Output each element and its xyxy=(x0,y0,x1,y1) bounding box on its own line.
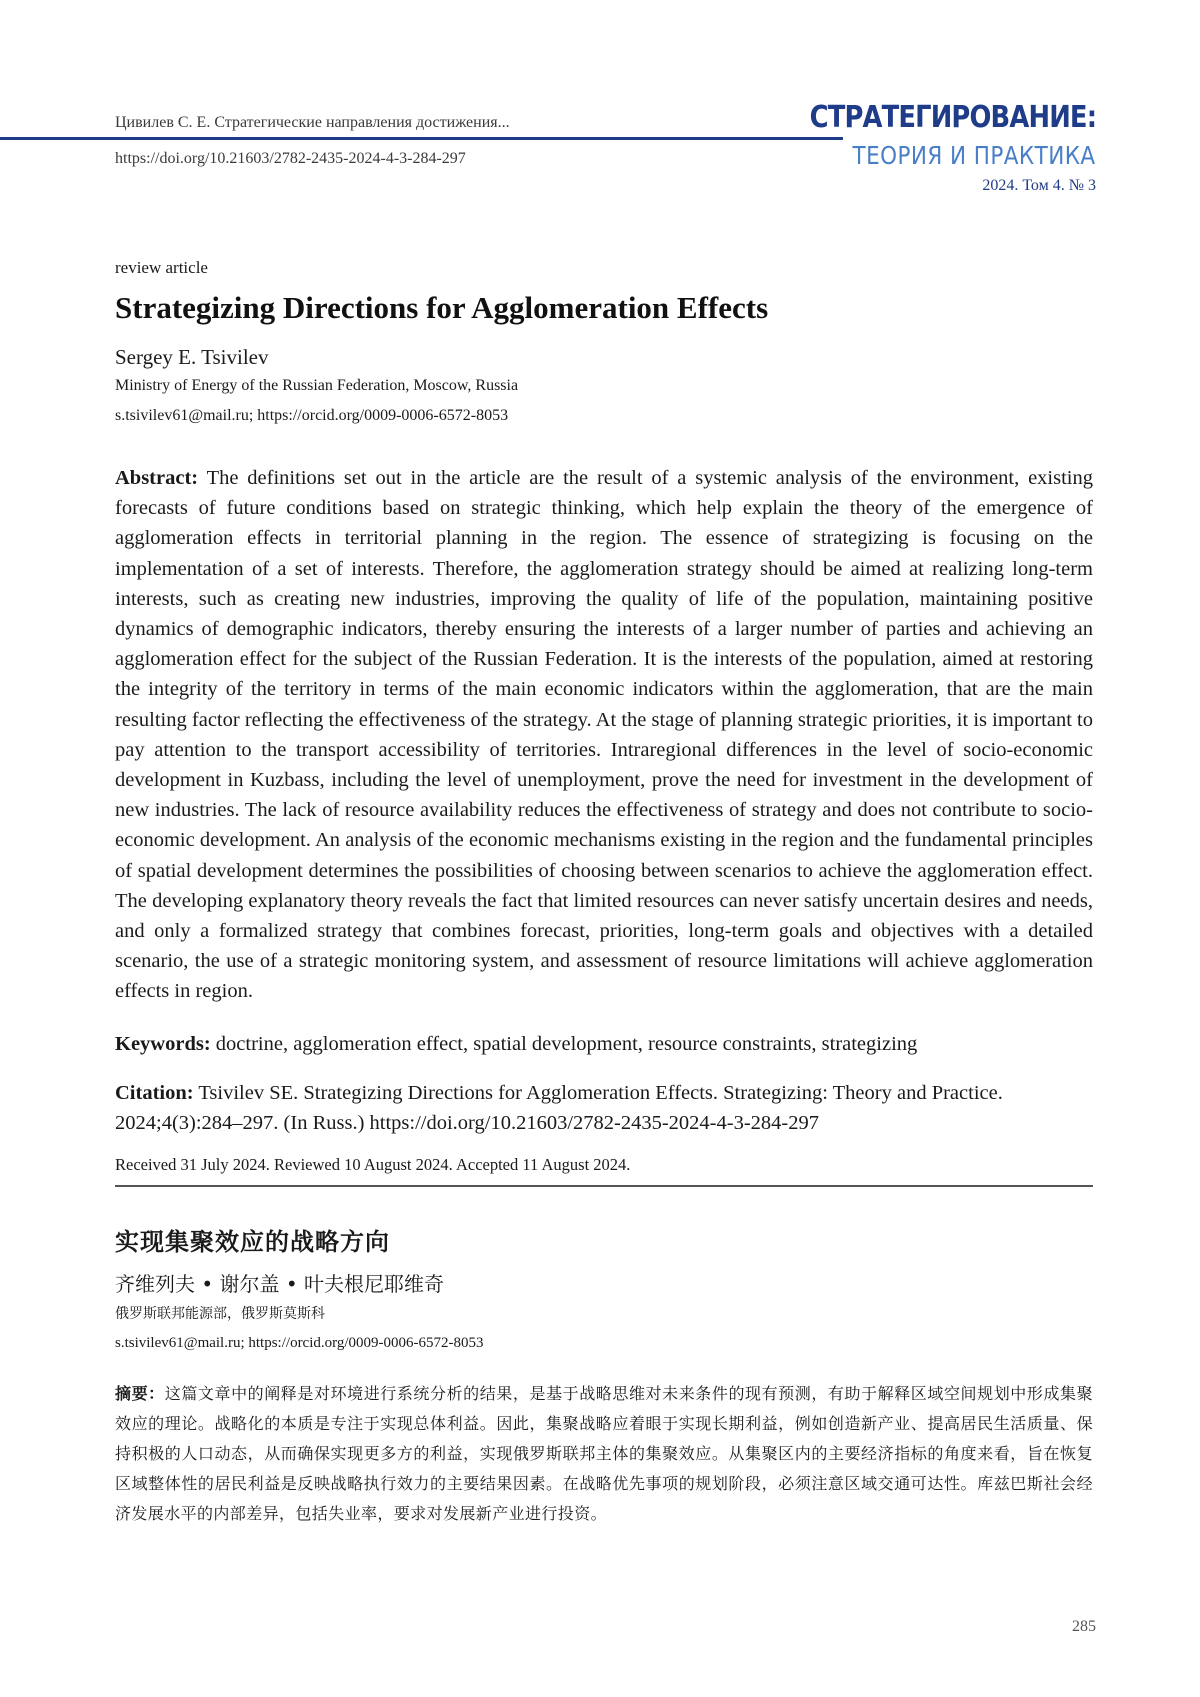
author-contact[interactable]: s.tsivilev61@mail.ru; https://orcid.org/0009-0006-6572-8053 xyxy=(115,407,508,425)
header-divider xyxy=(0,137,843,140)
article-title: Strategizing Directions for Agglomeration Effects xyxy=(115,290,768,326)
keywords-label: Keywords: xyxy=(115,1033,211,1055)
citation-text: Tsivilev SE. Strategizing Directions for Agglomeration Effects. Strategizing: Theory and Practice. 2024;4(3):284–297. (In Russ.) https://doi.org/10.21603/2782-2435-2024-4-3-284-297 xyxy=(115,1082,1003,1134)
author-affiliation: Ministry of Energy of the Russian Federation, Moscow, Russia xyxy=(115,377,518,395)
journal-name: СТРАТЕГИРОВАНИЕ: xyxy=(809,100,1096,135)
journal-issue: 2024. Том 4. № 3 xyxy=(982,177,1096,195)
author-name: Sergey E. Tsivilev xyxy=(115,345,269,370)
chinese-abstract-text: 这篇文章中的阐释是对环境进行系统分析的结果，是基于战略思维对未来条件的现有预测，有助于解释区域空间规划中形成集聚效应的理论。战略化的本质是专注于实现总体利益。因此，集聚战略应着眼于实现长期利益，例如创造新产业、提高居民生活质量、保持积极的人口动态，从而确保实现更多方的利益，实现俄罗斯联邦主体的集聚效应。从集聚区内的主要经济指标的角度来看，旨在恢复区域整体性的居民利益是反映战略执行效力的主要结果因素。在战略优先事项的规划阶段，必须注意区域交通可达性。库兹巴斯社会经济发展水平的内部差异，包括失业率，要求对发展新产业进行投资。 xyxy=(115,1384,1093,1523)
section-divider xyxy=(115,1185,1093,1187)
header-doi-link[interactable]: https://doi.org/10.21603/2782-2435-2024-4-3-284-297 xyxy=(115,150,466,168)
citation-label: Citation: xyxy=(115,1082,194,1104)
abstract xyxy=(115,463,1093,1007)
chinese-affiliation: 俄罗斯联邦能源部，俄罗斯莫斯科 xyxy=(115,1303,325,1323)
running-title: Цивилев С. Е. Стратегические направления достижения... xyxy=(115,114,510,132)
chinese-author: 齐维列夫 • 谢尔盖 • 叶夫根尼耶维奇 xyxy=(115,1268,444,1297)
citation xyxy=(115,1078,1093,1138)
keywords xyxy=(115,1033,1093,1056)
abstract-label: Abstract: xyxy=(115,467,198,489)
page-number: 285 xyxy=(1072,1618,1096,1636)
article-dates: Received 31 July 2024. Reviewed 10 August 2024. Accepted 11 August 2024. xyxy=(115,1155,630,1175)
chinese-abstract-label: 摘要： xyxy=(115,1384,165,1403)
article-type: review article xyxy=(115,258,208,278)
chinese-contact[interactable]: s.tsivilev61@mail.ru; https://orcid.org/0009-0006-6572-8053 xyxy=(115,1335,484,1352)
abstract-text: The definitions set out in the article are the result of a systemic analysis of the environment, existing forecasts of future conditions based on strategic thinking, which help explain the theory of the emergence of agglomeration effects in territorial planning in the region. The essence of strategizing is focusing on the implementation of a set of interests. Therefore, the agglomeration strategy should be aimed at realizing long-term interests, such as creating new industries, improving the quality of life of the population, maintaining positive dynamics of demographic indicators, thereby ensuring the interests of a larger number of parties and achieving an agglomeration effect for the subject of the Russian Federation. It is the interests of the population, aimed at restoring the integrity of the territory in terms of the main economic indicators within the agglomeration, that are the main resulting factor reflecting the effectiveness of the strategy. At the stage of planning strategic priorities, it is important to pay attention to the transport accessibility of territories. Intraregional differences in the level of socio-economic development in Kuzbass, including the level of unemployment, prove the need for investment in the development of new industries. The lack of resource availability reduces the effectiveness of strategy and does not contribute to socio-economic development. An analysis of the economic mechanisms existing in the region and the fundamental principles of spatial development determines the possibilities of choosing between scenarios to achieve the agglomeration effect. The developing explanatory theory reveals the fact that limited resources can never satisfy uncertain desires and needs, and only a formalized strategy that combines forecast, priorities, long-term goals and objectives with a detailed scenario, the use of a strategic monitoring system, and assessment of resource limitations will achieve agglomeration effects in region. xyxy=(115,467,1093,1002)
chinese-abstract xyxy=(115,1379,1093,1529)
journal-subtitle: ТЕОРИЯ И ПРАКТИКА xyxy=(853,141,1096,170)
keywords-text: doctrine, agglomeration effect, spatial development, resource constraints, strategizing xyxy=(211,1033,918,1055)
chinese-title: 实现集聚效应的战略方向 xyxy=(115,1222,390,1257)
